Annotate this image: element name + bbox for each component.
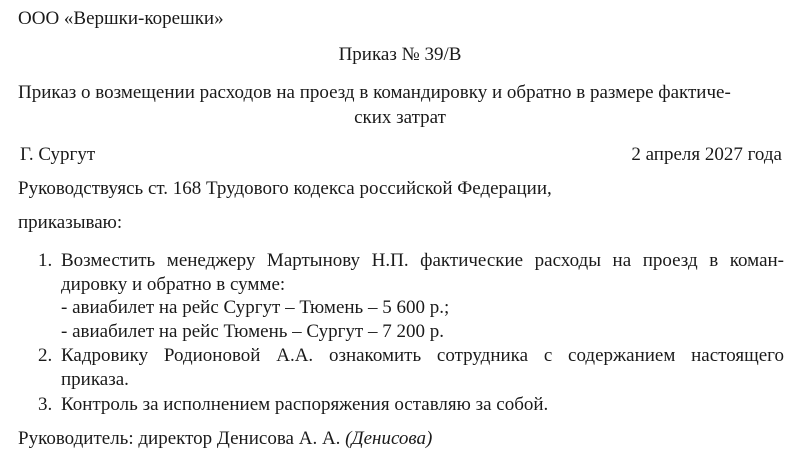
order-title-line-2: ских затрат <box>354 107 446 128</box>
legal-basis: Руководствуясь ст. 168 Трудового кодекса российской Федерации, <box>18 178 552 199</box>
list-item-line: Контроль за исполнением распоряжения оставляю за собой. <box>61 394 549 415</box>
organization-name: ООО «Вершки-корешки» <box>18 8 224 29</box>
list-item-subline: - авиабилет на рейс Сургут – Тюмень – 5 600 р.; <box>61 297 450 318</box>
list-item-line: Кадровику Родионовой А.А. ознакомить сотрудника с содержанием настоящего <box>61 345 784 366</box>
order-number: Приказ № 39/В <box>338 44 462 65</box>
list-item-number: 3. <box>38 394 53 415</box>
list-item-line: дировку и обратно в сумме: <box>61 274 286 295</box>
list-item-number: 1. <box>38 250 53 271</box>
list-item-subline: - авиабилет на рейс Тюмень – Сургут – 7 200 р. <box>61 321 444 342</box>
signed-name: (Денисова) <box>345 428 433 449</box>
signature-line <box>18 427 432 451</box>
order-title-line-1: Приказ о возмещении расходов на проезд в командировку и обратно в размере фактиче- <box>18 82 731 103</box>
list-item-line: Возместить менеджеру Мартынову Н.П. фактические расходы на проезд в коман- <box>61 250 784 271</box>
city: Г. Сургут <box>20 144 96 165</box>
list-item-number: 2. <box>38 345 53 366</box>
order-word: приказываю: <box>18 212 123 233</box>
list-item-line: приказа. <box>61 369 129 390</box>
order-date: 2 апреля 2027 года <box>631 144 782 165</box>
signer-label: Руководитель: директор Денисова А. А. <box>18 428 346 449</box>
